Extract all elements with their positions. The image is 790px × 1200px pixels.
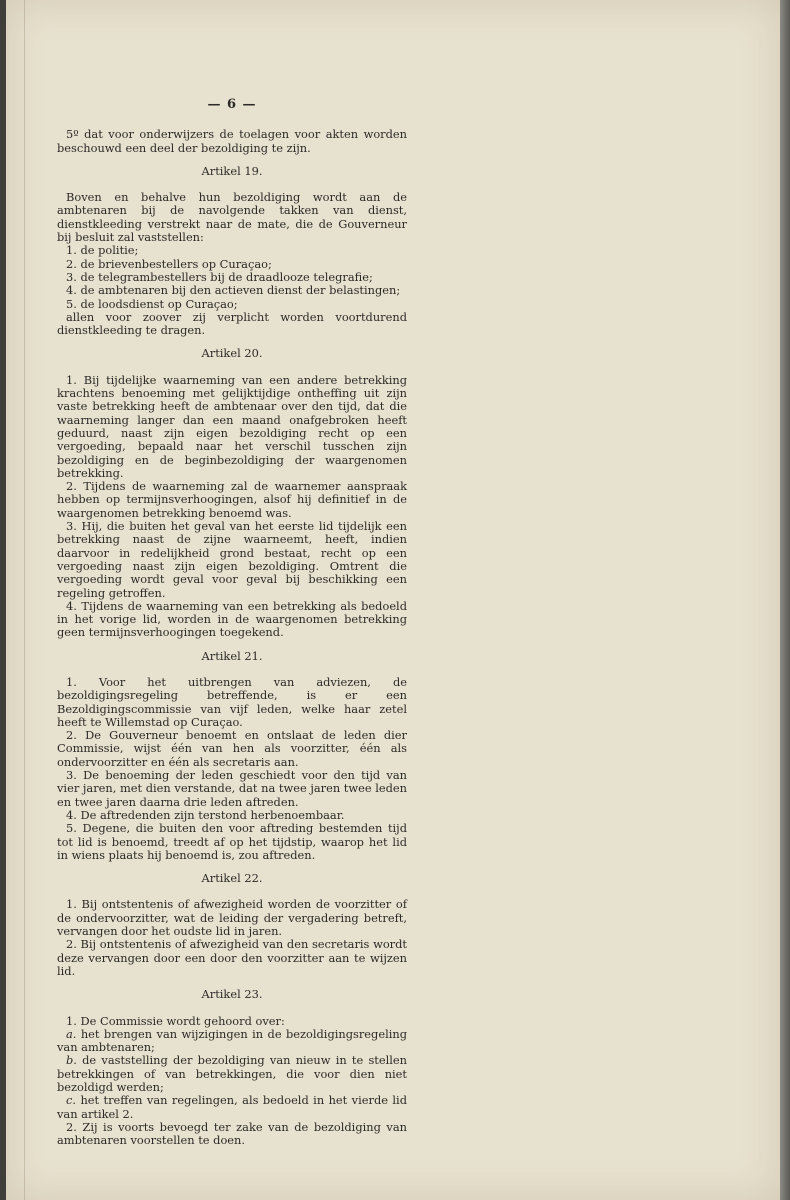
article-19-lead: Boven en behalve hun bezoldiging wordt aan de ambtenaren bij de navolgende takken van dienst, dienstkleeding verstrekt naar de mate, die de Gouverneur bij besluit zal vaststellen: <box>57 190 407 245</box>
page-text <box>57 98 407 1147</box>
item-text: de vaststelling der bezoldiging van nieuw in te stellen betrekkingen of van betrekkingen, die voor dien niet bezoldigd werden; <box>57 1053 407 1094</box>
article-23-item <box>57 1028 407 1055</box>
item-letter: a. <box>66 1026 77 1041</box>
article-21-heading: Artikel 21. <box>201 648 263 663</box>
article-21-paragraph: 2. De Gouverneur benoemt en ontslaat de leden dier Commissie, wijst één van hen als voorzitter, één als ondervoorzitter en één als secretaris aan. <box>57 728 407 769</box>
article-19-item: 3. de telegrambestellers bij de draadlooze telegrafie; <box>66 269 373 284</box>
item-letter: c. <box>66 1093 77 1108</box>
article-20-paragraph: 2. Tijdens de waarneming zal de waarnemer aanspraak hebben op termijnsverhoogingen, alsof hij definitief in de waargenomen betrekking benoemd was. <box>57 479 407 520</box>
article-19-tail: allen voor zoover zij verplicht worden voortdurend dienstkleeding te dragen. <box>57 309 407 338</box>
article-21-paragraph: 4. De aftredenden zijn terstond herbenoembaar. <box>66 807 345 822</box>
article-21-paragraph: 5. Degene, die buiten den voor aftreding bestemden tijd tot lid is benoemd, treedt af op het tijdstip, waarop het lid in wiens plaats hij benoemd is, zou aftreden. <box>57 821 407 862</box>
article-20-paragraph: 4. Tijdens de waarneming van een betrekking als bedoeld in het vorige lid, worden in de waargenomen betrekking geen termijnsverhoogingen toegekend. <box>57 598 407 640</box>
article-19-item: 2. de brievenbestellers op Curaçao; <box>66 256 272 271</box>
scan-left-edge <box>0 0 6 1200</box>
article-23-lead: 1. De Commissie wordt gehoord over: <box>66 1013 285 1028</box>
article-19-item: 1. de politie; <box>66 243 139 258</box>
article-19-item: 4. de ambtenaren bij den actieven dienst der belastingen; <box>66 283 401 298</box>
paper-fold <box>24 0 25 1200</box>
article-20-heading: Artikel 20. <box>201 346 263 361</box>
article-23-tail: 2. Zij is voorts bevoegd ter zake van de bezoldiging van ambtenaren voorstellen te doen. <box>57 1119 407 1148</box>
scan-right-edge <box>780 0 790 1200</box>
article-21-paragraph: 1. Voor het uitbrengen van adviezen, de bezoldigingsregeling betreffende, is er een Bezoldigingscommissie van vijf leden, welke haar zetel heeft te Willemstad op Curaçao. <box>57 674 407 729</box>
article-22-paragraph: 2. Bij ontstentenis of afwezigheid van den secretaris wordt deze vervangen door een door den voorzitter aan te wijzen lid. <box>57 937 407 978</box>
article-22-heading: Artikel 22. <box>201 871 263 886</box>
article-20-paragraph: 1. Bij tijdelijke waarneming van een andere betrekking krachtens benoeming met gelijktijdige ontheffing uit zijn vaste betrekking heeft de ambtenaar over den tijd, dat die waarneming langer dan een maand onafgebroken heeft geduurd, naast zijn eigen bezoldiging recht op een vergoeding, bepaald naar het verschil tusschen zijn bezoldiging en de beginbezoldiging der waargenomen betrekking. <box>57 372 407 480</box>
item-letter: b. <box>66 1053 77 1068</box>
intro-paragraph: 5º dat voor onderwijzers de toelagen voor akten worden beschouwd een deel der bezoldiging te zijn. <box>57 127 407 155</box>
article-20-paragraph: 3. Hij, die buiten het geval van het eerste lid tijdelijk een betrekking naast de zijne waarneemt, heeft, indien daarvoor in redelijkheid grond bestaat, recht op een vergoeding naast zijn eigen bezoldiging. Omtrent die vergoeding wordt geval voor geval bij beschikking een regeling getroffen. <box>57 519 407 600</box>
article-19-item: 5. de loodsdienst op Curaçao; <box>66 296 238 311</box>
page-number: — 6 — <box>207 97 257 112</box>
article-21-paragraph: 3. De benoeming der leden geschiedt voor den tijd van vier jaren, met dien verstande, dat na twee jaren twee leden en twee jaren daarna drie leden aftreden. <box>57 768 407 809</box>
article-23-item <box>57 1054 407 1094</box>
item-text: het treffen van regelingen, als bedoeld in het vierde lid van artikel 2. <box>57 1093 407 1121</box>
article-22-paragraph: 1. Bij ontstentenis of afwezigheid worden de voorzitter of de ondervoorzitter, wat de leiding der vergadering betreft, vervangen door het oudste lid in jaren. <box>57 897 407 939</box>
article-23-heading: Artikel 23. <box>201 987 263 1002</box>
item-text: het brengen van wijzigingen in de bezoldigingsregeling van ambtenaren; <box>57 1026 407 1055</box>
article-19-heading: Artikel 19. <box>201 163 263 178</box>
article-23-item <box>57 1094 407 1121</box>
